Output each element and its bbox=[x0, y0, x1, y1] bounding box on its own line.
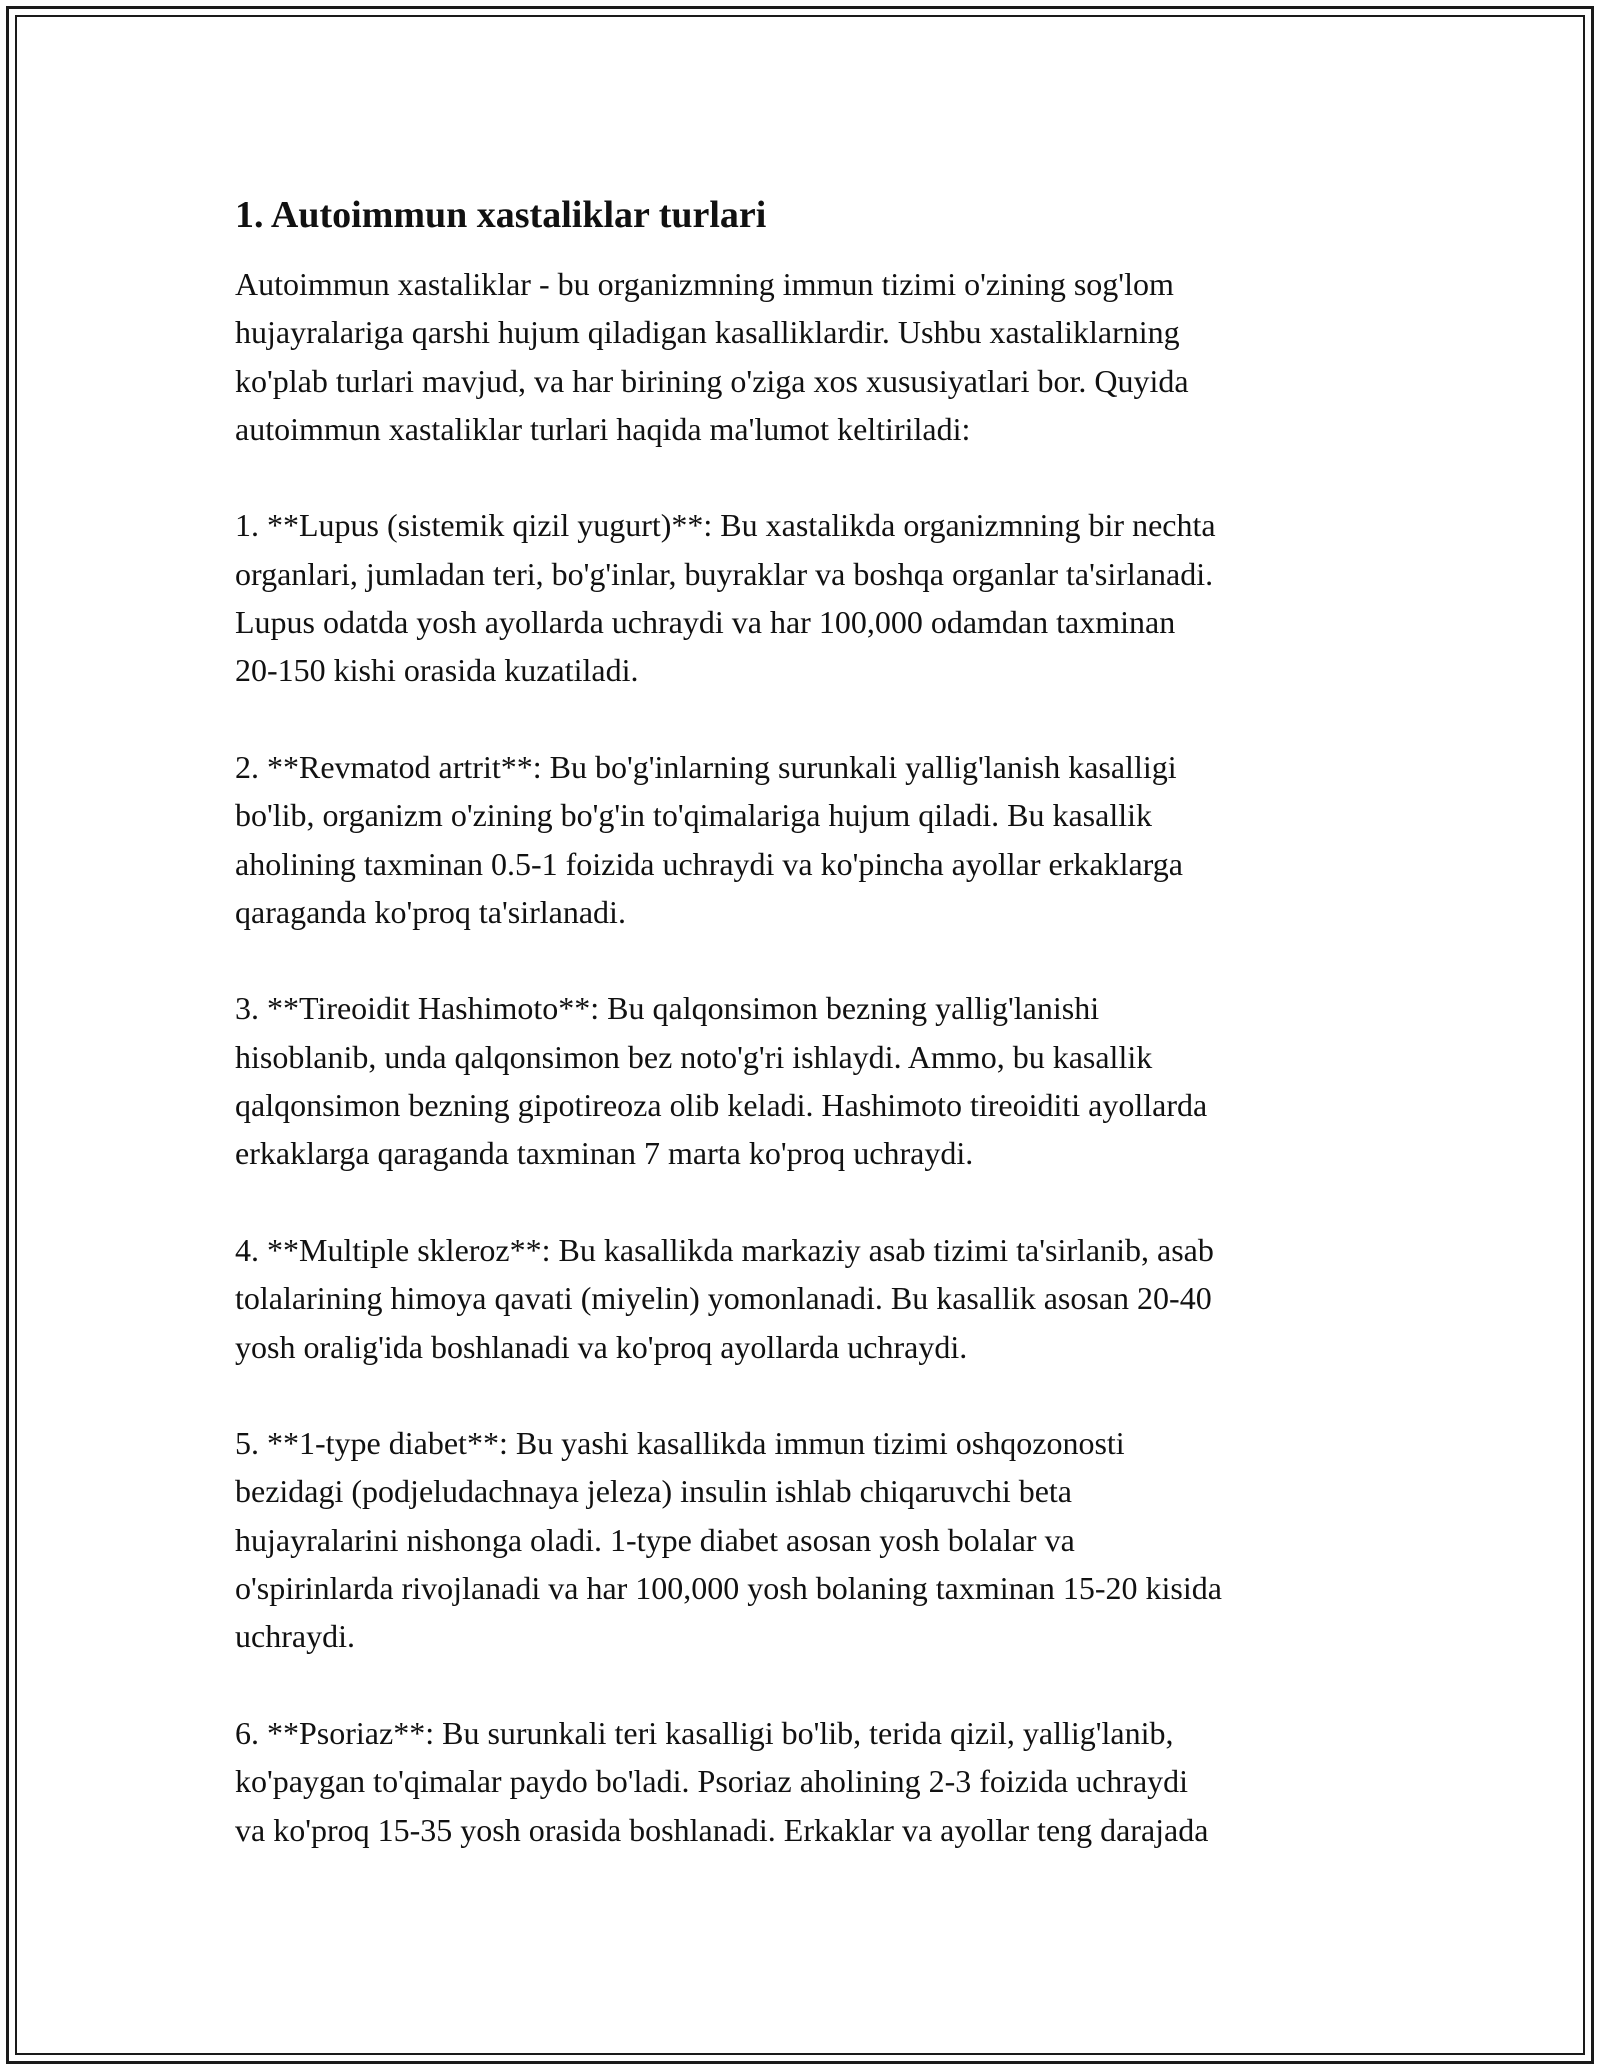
list-item-psoriasis: 6. **Psoriaz**: Bu surunkali teri kasalligi bo'lib, terida qizil, yallig'lanib, ko'paygan to'qimalar paydo bo'ladi. Psoriaz aholining 2-3 foizida uchraydi va ko'proq 15-35 yosh orasida boshlanadi. Erkaklar va ayollar teng darajada bbox=[235, 1714, 1209, 1848]
document-body bbox=[235, 190, 1375, 1902]
list-item-rheumatoid-arthritis: 2. **Revmatod artrit**: Bu bo'g'inlarning surunkali yallig'lanish kasalligi bo'lib, organizm o'zining bo'g'in to'qimalariga hujum qiladi. Bu kasallik aholining taxminan 0.5-1 foizida uchraydi va ko'pincha ayollar erkaklarga qaraganda ko'proq ta'sirlanadi. bbox=[235, 748, 1183, 930]
list-item-lupus: 1. **Lupus (sistemik qizil yugurt)**: Bu xastalikda organizmning bir nechta organlari, jumladan teri, bo'g'inlar, buyraklar va boshqa organlar ta'sirlanadi. Lupus odatda yosh ayollarda uchraydi va har 100,000 odamdan taxminan 20-150 kishi orasida kuzatiladi. bbox=[235, 507, 1216, 689]
intro-paragraph: Autoimmun xastaliklar - bu organizmning immun tizimi o'zining sog'lom hujayralariga qarshi hujum qiladigan kasalliklardir. Ushbu xastaliklarning ko'plab turlari mavjud, va har birining o'ziga xos xususiyatlari bor. Quyida autoimmun xastaliklar turlari haqida ma'lumot keltiriladi: bbox=[235, 266, 1189, 447]
section-title: 1. Autoimmun xastaliklar turlari bbox=[235, 194, 767, 236]
list-item-multiple-sclerosis: 4. **Multiple skleroz**: Bu kasallikda markaziy asab tizimi ta'sirlanib, asab tolalarining himoya qavati (miyelin) yomonlanadi. Bu kasallik asosan 20-40 yosh oralig'ida boshlanadi va ko'proq ayollarda uchraydi. bbox=[235, 1231, 1214, 1365]
list-item-type1-diabetes: 5. **1-type diabet**: Bu yashi kasallikda immun tizimi oshqozonosti bezidagi (podjeludachnaya jeleza) insulin ishlab chiqaruvchi beta hujayralarini nishonga oladi. 1-type diabet asosan yosh bolalar va o'spirinlarda rivojlanadi va har 100,000 yosh bolaning taxminan 15-20 kisida uchraydi. bbox=[235, 1425, 1222, 1655]
list-item-hashimoto: 3. **Tireoidit Hashimoto**: Bu qalqonsimon bezning yallig'lanishi hisoblanib, unda qalqonsimon bez noto'g'ri ishlaydi. Ammo, bu kasallik qalqonsimon bezning gipotireoza olib keladi. Hashimoto tireoiditi ayollarda erkaklarga qaraganda taxminan 7 marta ko'proq uchraydi. bbox=[235, 990, 1208, 1172]
